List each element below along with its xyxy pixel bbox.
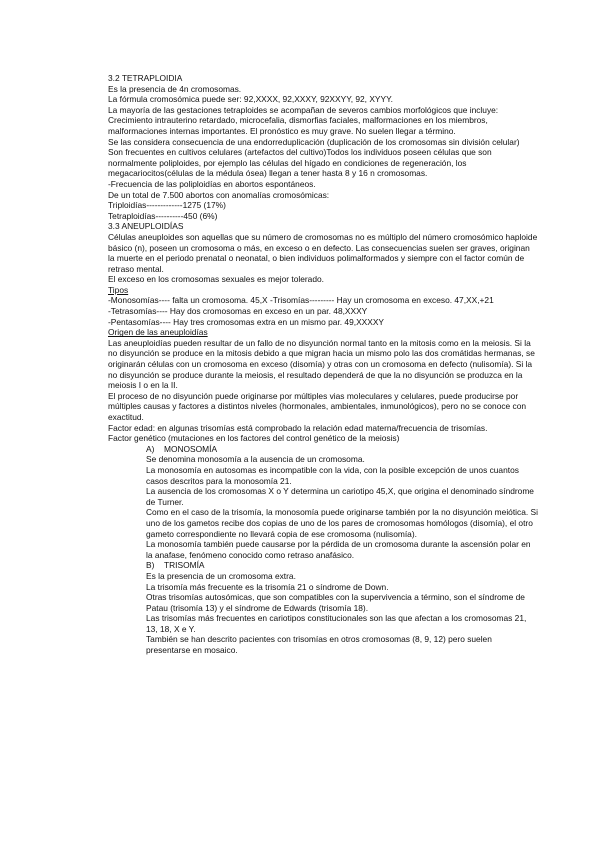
paragraph: Se las considera consecuencia de una endorreduplicación (duplicación de los cromosomas sin división celular) (108, 136, 520, 147)
subheading-origen: Origen de las aneuploidías (108, 327, 208, 338)
item-heading (146, 444, 538, 455)
item-title: TRISOMÍA (164, 560, 205, 571)
paragraph: La trisomía más frecuente es la trisomía 21 o síndrome de Down. (146, 581, 389, 592)
paragraph: -Frecuencia de las poliploidías en abortos espontáneos. (108, 178, 316, 189)
item-label: A) (146, 443, 155, 454)
tipo-line: -Monosomías---- falta un cromosoma. 45,X -Trisomías--------- Hay un cromosoma en exceso. 47,XX,+21 (108, 295, 494, 306)
paragraph: La ausencia de los cromosomas X o Y determina un cariotipo 45,X, que origina el denominado síndrome de Turner. (146, 486, 534, 507)
section-title-tetraploidia: 3.2 TETRAPLOIDIA (108, 73, 183, 83)
paragraph: De un total de 7.500 abortos con anomalías cromosómicas: (108, 189, 330, 200)
paragraph: Son frecuentes en cultivos celulares (artefactos del cultivo)Todos los individuos poseen células que son normalmente poliploides, por ejemplo las células del hígado en condiciones de regeneración, los megacariocitos(células de la médula ósea) llegan a tener hasta 8 y 16 n cromosomas. (108, 147, 492, 179)
item-label: B) (146, 560, 155, 571)
paragraph: Es la presencia de 4n cromosomas. (108, 83, 242, 94)
paragraph: Las aneuploidías pueden resultar de un fallo de no disyunción normal tanto en la mitosis como en la meiosis. Si la no disyunción se produce en la mitosis debido a que migran hacia un mismo polo las dos cromátidas hermanas, se originarán células con un cromosoma en exceso (disomía) y otras con un cromosoma en defecto (nulisomía). Si la no disyunción se produce durante la meiosis, el resultado dependerá de que la no disyunción se produzca en la meiosis I o en la II. (108, 337, 535, 391)
paragraph: Factor edad: en algunas trisomías está comprobado la relación edad materna/frecuencia de trisomías. (108, 422, 488, 433)
subheading-tipos: Tipos (108, 284, 129, 295)
section-title-aneuploidias: 3.3 ANEUPLOIDÍAS (108, 221, 184, 232)
paragraph: Otras trisomías autosómicas, que son compatibles con la supervivencia a término, son el síndrome de Patau (trisomía 13) y el síndrome de Edwards (trisomía 18). (146, 592, 525, 613)
paragraph: El proceso de no disyunción puede originarse por múltiples vias moleculares y celulares, puede producirse por múltiples causas y factores a distintos niveles (hormonales, ambientales, inmunológicos), pero no se conoce con exactitud. (108, 390, 527, 422)
document-body (108, 73, 538, 656)
paragraph: La monosomía también puede causarse por la pérdida de un cromosoma durante la ascensión polar en la anafase, fenómeno conocido como retraso anafásico. (146, 539, 531, 560)
paragraph: Las trisomías más frecuentes en cariotipos constitucionales son las que afectan a los cromosomas 21, 13, 18, X e Y. (146, 613, 527, 634)
list-item-monosomia (108, 444, 538, 561)
paragraph: Células aneuploides son aquellas que su número de cromosomas no es múltiplo del número cromosómico haploide básico (n), poseen un cromosoma o más, en exceso o en defecto. Las consecuencias suelen ser graves, originan la muerte en el periodo prenatal o neonatal, o bien individuos polimalformados y siempre con el factor común de retraso mental. (108, 231, 538, 274)
paragraph: Se denomina monosomía a la ausencia de un cromosoma. (146, 454, 365, 465)
tipo-line: -Tetrasomías---- Hay dos cromosomas en exceso en un par. 48,XXXY (108, 306, 368, 317)
paragraph: Como en el caso de la trisomía, la monosomía puede originarse también por la no disyunción meiótica. Si uno de los gametos recibe dos copias de uno de los pares de cromosomas homólogos (disomía), el otro gameto correspondiente no llevará copia de ese cromosoma (nulisomía). (146, 507, 538, 539)
stat-line: Triploidías-------------1275 (17%) (108, 200, 226, 211)
tipo-line: -Pentasomías---- Hay tres cromosomas extra en un mismo par. 49,XXXXY (108, 316, 385, 327)
stat-line: Tetraploidías----------450 (6%) (108, 210, 218, 221)
paragraph: Factor genético (mutaciones en los factores del control genético de la meiosis) (108, 433, 400, 444)
list-item-trisomia (108, 560, 538, 655)
paragraph: Es la presencia de un cromosoma extra. (146, 570, 296, 581)
paragraph: La mayoría de las gestaciones tetraploides se acompañan de severos cambios morfológicos que incluye: (108, 104, 499, 115)
paragraph: La monosomía en autosomas es incompatible con la vida, con la posible excepción de unos cuantos casos descritos para la monosomía 21. (146, 464, 519, 486)
paragraph: Crecimiento intrauterino retardado, microcefalia, dismorfias faciales, malformaciones en los miembros, malformaciones internas importantes. El pronóstico es muy grave. No suelen llegar a término. (108, 115, 488, 136)
paragraph: La fórmula cromosómica puede ser: 92,XXXX, 92,XXXY, 92XXYY, 92, XYYY. (108, 94, 393, 105)
paragraph: El exceso en los cromosomas sexuales es mejor tolerado. (108, 274, 324, 285)
item-heading (146, 560, 538, 571)
paragraph: También se han descrito pacientes con trisomías en otros cromosomas (8, 9, 12) pero suelen presentarse en mosaico. (146, 634, 492, 656)
item-title: MONOSOMÍA (164, 443, 218, 454)
